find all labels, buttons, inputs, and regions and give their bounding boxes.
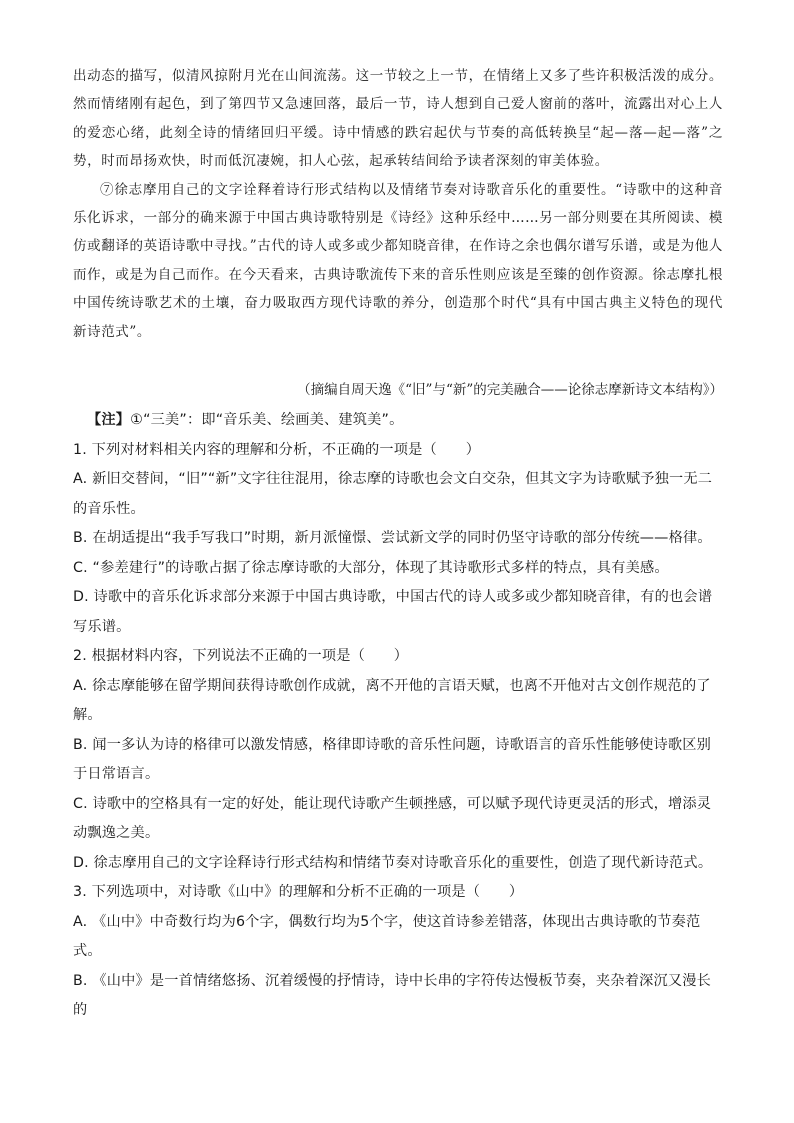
question-option: A. 《山中》中奇数行均为6个字，偶数行均为5个字，使这首诗参差错落，体现出古典诗歌的节奏范式。	[73, 913, 701, 959]
question-list	[73, 406, 723, 1026]
passage-paragraph: 出动态的描写，似清风掠附月光在山间流荡。这一节较之上一节，在情绪上又多了些许积极活泼的成分。然而情绪刚有起色，到了第四节又急速回落，最后一节，诗人想到自己爱人窗前的落叶，流露出对心上人的爱恋心绪，此刻全诗的情绪回归平缓。诗中情感的跌宕起伏与节奏的高低转换呈“起—落—起—落”之势，时而昂扬欢快，时而低沉凄婉，扣人心弦，起承转结间给予读者深刻的审美体验。	[73, 68, 723, 170]
question-option: B. 闻一多认为诗的格律可以激发情感，格律即诗歌的音乐性问题，诗歌语言的音乐性能够使诗歌区别于日常语言。	[73, 736, 712, 782]
question-option: A. 新旧交替间，“旧”“新”文字往往混用，徐志摩的诗歌也会文白交杂，但其文字为诗歌赋予独一无二的音乐性。	[73, 471, 713, 517]
question-stem: 3. 下列选项中，对诗歌《山中》的理解和分析不正确的一项是（ ）	[73, 884, 524, 900]
question-stem: 2. 根据材料内容，下列说法不正确的一项是（ ）	[73, 648, 409, 664]
question-option: D. 徐志摩用自己的文字诠释诗行形式结构和情绪节奏对诗歌音乐化的重要性，创造了现代新诗范式。	[73, 854, 713, 871]
question-option: C. “参差建行”的诗歌占据了徐志摩诗歌的大部分，体现了其诗歌形式多样的特点，具有美感。	[73, 559, 669, 576]
note-text: ①“三美”：即“音乐美、绘画美、建筑美”。	[130, 412, 404, 428]
note-label: 【注】	[87, 412, 131, 428]
question-option: A. 徐志摩能够在留学期间获得诗歌创作成就，离不开他的言语天赋，也离不开他对古文创作规范的了解。	[73, 677, 711, 723]
question-stem: 1. 下列对材料相关内容的理解和分析，不正确的一项是（ ）	[73, 441, 481, 458]
question-option: D. 诗歌中的音乐化诉求部分来源于中国古典诗歌，中国古代的诗人或多或少都知晓音律，有的也会谱写乐谱。	[73, 589, 713, 635]
annotation-note	[73, 406, 723, 436]
reading-passage	[73, 62, 723, 346]
question-option: B. 《山中》是一首情绪悠扬、沉着缓慢的抒情诗，诗中长串的字符传达慢板节奏，夹杂着深沉又漫长的	[73, 972, 712, 1018]
passage-paragraph: ⑦徐志摩用自己的文字诠释着诗行形式结构以及情绪节奏对诗歌音乐化的重要性。“诗歌中的这种音乐化诉求，一部分的确来源于中国古典诗歌特别是《诗经》这种乐经中……另一部分则要在其所阅读、模仿或翻译的英语诗歌中寻找。”古代的诗人或多或少都知晓音律，在作诗之余也偶尔谱写乐谱，或是为他人而作，或是为自己而作。在今天看来，古典诗歌流传下来的音乐性则应该是至臻的创作资源。徐志摩扎根中国传统诗歌艺术的土壤，奋力吸取西方现代诗歌的养分，创造那个时代“具有中国古典主义特色的现代新诗范式”。	[73, 181, 723, 340]
question-option: B. 在胡适提出“我手写我口”时期，新月派憧憬、尝试新文学的同时仍坚守诗歌的部分传统——格律。	[73, 530, 712, 546]
question-option: C. 诗歌中的空格具有一定的好处，能让现代诗歌产生顿挫感，可以赋予现代诗更灵活的形式，增添灵动飘逸之美。	[73, 795, 712, 841]
passage-source: （摘编自周天逸《“旧”与“新”的完美融合——论徐志摩新诗文本结构》）	[297, 382, 723, 398]
